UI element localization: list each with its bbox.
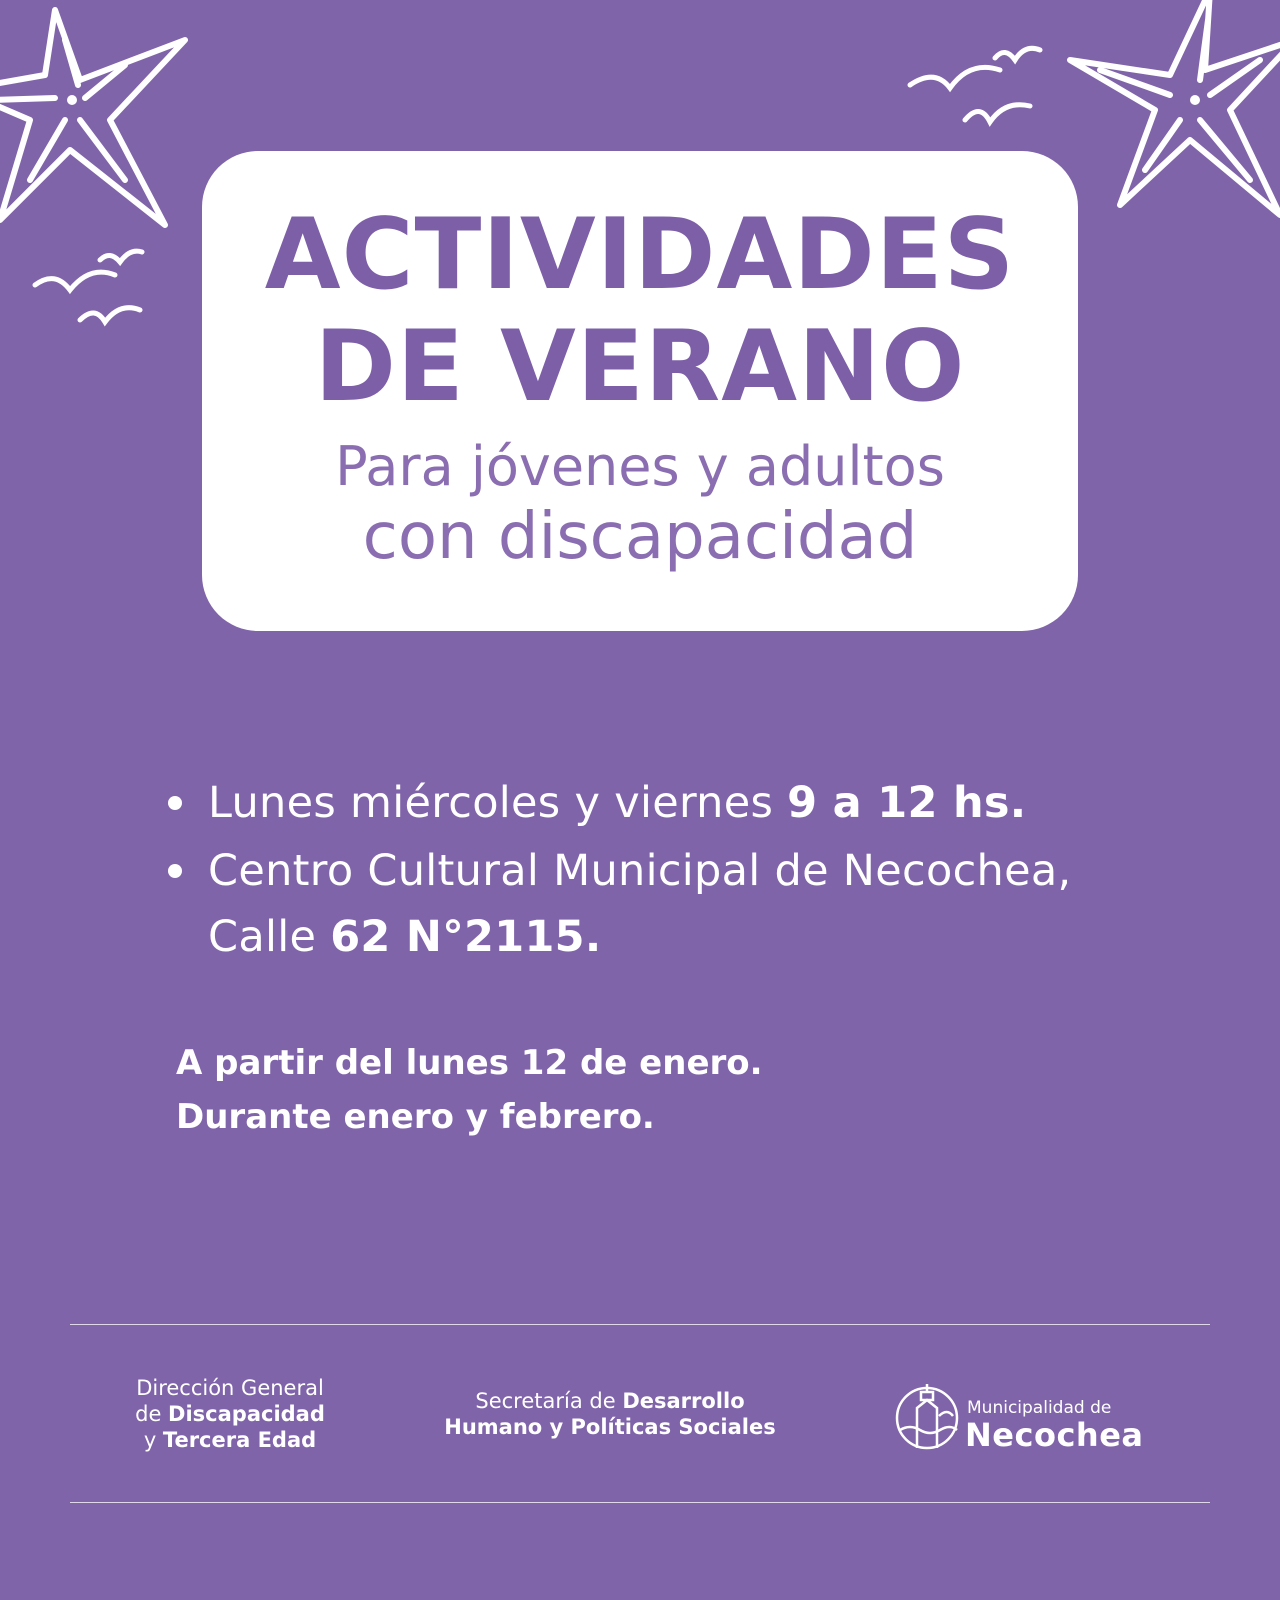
list-item-location: [168, 838, 1228, 970]
org2-line1-bold: Desarrollo: [622, 1389, 745, 1413]
seagull-icon: [905, 40, 1055, 140]
org1-line2: [110, 1401, 350, 1427]
start-date: A partir del lunes 12 de enero.: [176, 1043, 763, 1083]
org-direccion-general: [110, 1375, 350, 1453]
org1-line3-bold: Tercera Edad: [162, 1428, 317, 1452]
title-line-2: DE VERANO: [314, 310, 966, 424]
list-item-schedule: [168, 770, 1228, 836]
municipalidad-label: Municipalidad de: [967, 1398, 1112, 1418]
org2-line2-bold: Humano y Políticas Sociales: [444, 1415, 776, 1439]
org1-line1: Dirección General: [136, 1376, 324, 1400]
schedule-days: Lunes miércoles y viernes: [208, 778, 788, 828]
necochea-label: Necochea: [965, 1416, 1144, 1454]
subtitle-line-1: Para jóvenes y adultos: [335, 435, 945, 498]
org2-line1: [430, 1388, 790, 1414]
info-list: [168, 770, 1228, 970]
duration: Durante enero y febrero.: [176, 1097, 655, 1137]
title-line-1: ACTIVIDADES: [264, 198, 1016, 312]
bullet-icon: [168, 864, 182, 878]
title-card: [202, 151, 1078, 631]
org2-line1-prefix: Secretaría de: [475, 1389, 623, 1413]
seagull-icon: [30, 240, 180, 340]
org1-line2-prefix: de: [135, 1402, 169, 1426]
org-secretaria: [430, 1388, 790, 1440]
location-street-label: Calle: [208, 912, 331, 962]
starfish-icon: [1060, 0, 1280, 240]
org2-line2: [430, 1414, 790, 1440]
location-venue: Centro Cultural Municipal de Necochea,: [208, 846, 1072, 896]
org1-line3-prefix: y: [143, 1428, 163, 1452]
location-address: 62 N°2115.: [330, 912, 602, 962]
footer-divider-top: [70, 1324, 1210, 1325]
starfish-icon: [0, 0, 220, 250]
org1-line2-bold: Discapacidad: [168, 1402, 325, 1426]
municipalidad-logo: [895, 1378, 1145, 1452]
subtitle-line-2: con discapacidad: [362, 500, 918, 574]
dates-block: [176, 1036, 763, 1144]
bullet-icon: [168, 796, 182, 810]
footer-divider-bottom: [70, 1502, 1210, 1503]
schedule-hours: 9 a 12 hs.: [787, 778, 1027, 828]
lighthouse-logo-icon: [895, 1378, 963, 1452]
org1-line3: [110, 1427, 350, 1453]
